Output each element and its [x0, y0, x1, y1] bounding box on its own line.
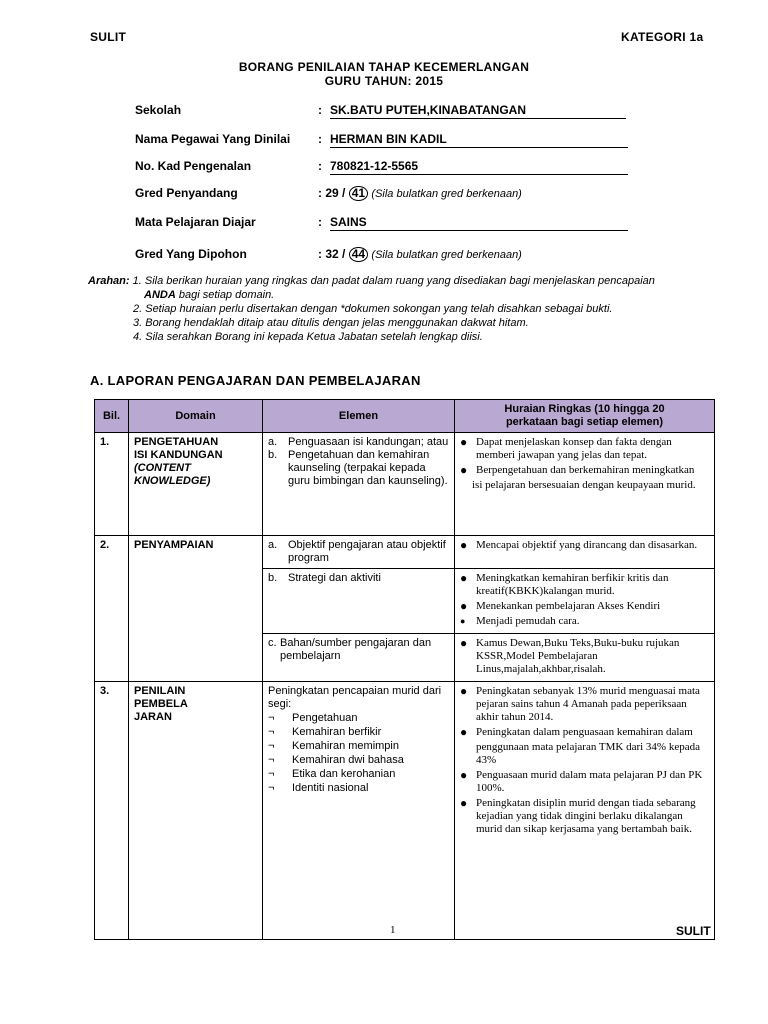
negation-icon: ¬ — [268, 754, 275, 766]
elemen-item — [268, 637, 449, 663]
arahan-4: 4. Sila serahkan Borang ini kepada Ketua Jabatan setelah lengkap diisi. — [133, 331, 483, 343]
huraian-text: Peningkatan sebanyak 13% murid menguasai mata pejaran sains tahun 4 Amanah pada peperiksaan akhir tahun 2014. — [476, 685, 700, 723]
laporan-table — [94, 399, 715, 940]
bullet-icon: ● — [460, 768, 468, 782]
elemen-item — [268, 539, 449, 565]
header-huraian — [455, 400, 715, 433]
bullet-icon: ● — [460, 599, 468, 613]
elemen-text: Strategi dan aktiviti — [288, 572, 381, 584]
huraian-text: Dapat menjelaskan konsep dan fakta dengan memberi jawapan yang jelas dan tepat. — [476, 436, 672, 461]
list-item — [268, 768, 449, 781]
list-item — [460, 685, 709, 724]
list-item — [460, 600, 709, 613]
huraian-text: Menjadi pemudah cara. — [476, 615, 580, 627]
arahan-1: 1. Sila berikan huraian yang ringkas dan padat dalam ruang yang disediakan bagi menjelaskan pencapaian — [132, 275, 655, 287]
sub-list — [268, 712, 449, 795]
label-sekolah: Sekolah — [135, 103, 182, 117]
list-item — [268, 712, 449, 725]
arahan-3: 3. Borang hendaklah ditaip atau ditulis dengan jelas menggunakan dakwat hitam. — [133, 317, 529, 329]
row-domain — [129, 682, 263, 940]
gred-dipohon-circled: 44 — [349, 247, 368, 262]
colon: : — [318, 159, 322, 173]
row-elemen — [263, 433, 455, 536]
bullet-icon: ● — [460, 725, 468, 739]
elemen-item — [268, 572, 449, 585]
form-year: GURU TAHUN: 2015 — [324, 74, 444, 88]
elemen-item — [268, 449, 449, 488]
huraian-text: Mencapai objektif yang dirancang dan disasarkan. — [476, 539, 698, 551]
list-item — [460, 572, 709, 598]
row-bil: 3. — [95, 682, 129, 940]
bullet-icon: ● — [460, 435, 468, 449]
arahan-block — [88, 274, 668, 344]
huraian-text: Meningkatkan kemahiran berfikir kritis dan kreatif(KBKK)kalangan murid. — [476, 572, 669, 597]
list-item — [460, 436, 709, 462]
elemen-text: Objektif pengajaran atau objektif program — [288, 539, 446, 564]
row-huraian — [455, 682, 715, 940]
gred-dipohon: : 32 / 44 (Sila bulatkan gred berkenaan) — [318, 247, 522, 261]
header-elemen: Elemen — [263, 400, 455, 433]
bullet-icon: ● — [460, 571, 468, 585]
gred-dipohon-a: 32 — [325, 247, 339, 261]
sub-item-text: Kemahiran memimpin — [292, 740, 399, 752]
domain-line: KNOWLEDGE) — [134, 475, 211, 487]
huraian-text: isi pelajaran bersesuaian dengan keupayaan murid. — [472, 479, 696, 491]
domain-line: PENGETAHUAN — [134, 436, 219, 448]
value-sekolah: SK.BATU PUTEH,KINABATANGAN — [330, 103, 626, 119]
list-item — [268, 740, 449, 753]
huraian-text: Kamus Dewan,Buku Teks,Buku-buku rujukan KSSR,Model Pembelajaran Linus,majalah,akhbar,risalah. — [476, 637, 680, 675]
negation-icon: ¬ — [268, 782, 275, 794]
elemen-mark: c. — [268, 637, 277, 649]
domain-line: PEMBELA — [134, 698, 188, 710]
row-elemen — [263, 536, 455, 569]
list-item — [460, 797, 709, 836]
header-bil: Bil. — [95, 400, 129, 433]
header-sulit: SULIT — [90, 30, 127, 44]
arahan-1b: bagi setiap domain. — [178, 289, 275, 301]
domain-line: (CONTENT — [134, 462, 191, 474]
row-bil: 1. — [95, 433, 129, 536]
bullet-icon: ● — [460, 538, 468, 552]
list-item — [460, 726, 709, 739]
colon: : — [318, 103, 322, 117]
row-bil: 2. — [95, 536, 129, 682]
elemen-mark: a. — [268, 539, 278, 551]
bullet-icon: ● — [460, 684, 468, 698]
table-row — [95, 536, 715, 569]
footer-sulit: SULIT — [676, 924, 711, 938]
label-kad: No. Kad Pengenalan — [135, 159, 252, 173]
list-item — [268, 782, 449, 795]
gred-penyandang-a: 29 — [325, 186, 339, 200]
elemen-mark: b. — [268, 572, 278, 584]
bullet-icon: ● — [460, 636, 468, 650]
header-huraian-1: Huraian Ringkas (10 hingga 20 — [504, 403, 665, 415]
sub-item-text: Etika dan kerohanian — [292, 768, 396, 780]
list-item — [268, 754, 449, 767]
table-header-row — [95, 400, 715, 433]
colon: : — [318, 132, 322, 146]
list-item — [460, 464, 709, 477]
row-elemen — [263, 634, 455, 682]
huraian-text: penggunaan mata pelajaran TMK dari 34% kepada 43% — [476, 741, 700, 766]
negation-icon: ¬ — [268, 768, 275, 780]
row-huraian — [455, 569, 715, 634]
bullet-icon: ● — [460, 463, 468, 477]
huraian-text: Peningkatan disiplin murid dengan tiada sebarang kejadian yang tidak dingini berlaku dikalangan murid dan sikap kerjasama yang bertambah baik. — [476, 797, 696, 835]
list-item — [460, 637, 709, 676]
gred-note: (Sila bulatkan gred berkenaan) — [371, 188, 522, 200]
row-huraian — [455, 433, 715, 536]
huraian-text: Penguasaan murid dalam mata pelajaran PJ dan PK 100%. — [476, 769, 703, 794]
list-item — [268, 726, 449, 739]
row-elemen — [263, 569, 455, 634]
form-title: BORANG PENILAIAN TAHAP KECEMERLANGAN — [238, 60, 530, 74]
value-kad: 780821-12-5565 — [330, 159, 628, 175]
huraian-text: Peningkatan dalam penguasaan kemahiran dalam — [476, 726, 693, 738]
elemen-text: Pengetahuan dan kemahiran kaunseling (terpakai kepada guru bimbingan dan kaunseling). — [288, 449, 448, 487]
gred-penyandang-circled: 41 — [349, 186, 368, 201]
value-mata-pelajaran: SAINS — [330, 215, 628, 231]
table-row — [95, 682, 715, 940]
elemen-text: Peningkatan pencapaian murid dari segi: — [268, 685, 442, 710]
row-domain: PENYAMPAIAN — [129, 536, 263, 682]
list-item — [460, 539, 709, 552]
domain-line: ISI KANDUNGAN — [134, 449, 223, 461]
header-kategori: KATEGORI 1a — [621, 30, 704, 44]
huraian-text: Menekankan pembelajaran Akses Kendiri — [476, 600, 661, 612]
row-domain — [129, 433, 263, 536]
negation-icon: ¬ — [268, 740, 275, 752]
colon: : — [318, 215, 322, 229]
list-item — [460, 615, 709, 628]
label-mata-pelajaran: Mata Pelajaran Diajar — [135, 215, 256, 229]
sub-item-text: Identiti nasional — [292, 782, 369, 794]
domain-line: JARAN — [134, 711, 172, 723]
elemen-mark: b. — [268, 449, 278, 461]
sub-item-text: Pengetahuan — [292, 712, 358, 724]
elemen-text: Penguasaan isi kandungan; atau — [288, 436, 449, 448]
bullet-icon: ● — [460, 796, 468, 810]
negation-icon: ¬ — [268, 726, 275, 738]
row-huraian — [455, 536, 715, 569]
sub-item-text: Kemahiran dwi bahasa — [292, 754, 404, 766]
arahan-anda: ANDA — [144, 289, 176, 301]
arahan-label: Arahan: — [88, 275, 130, 287]
elemen-text: Bahan/sumber pengajaran dan pembelajarn — [280, 637, 432, 662]
negation-icon: ¬ — [268, 712, 275, 724]
list-item — [460, 769, 709, 795]
gred-note: (Sila bulatkan gred berkenaan) — [371, 249, 522, 261]
table-row — [95, 433, 715, 536]
row-elemen — [263, 682, 455, 940]
gred-penyandang: : 29 / 41 (Sila bulatkan gred berkenaan) — [318, 186, 522, 200]
header-huraian-2: perkataan bagi setiap elemen) — [505, 416, 664, 428]
value-nama: HERMAN BIN KADIL — [330, 132, 628, 148]
section-a-title: A. LAPORAN PENGAJARAN DAN PEMBELAJARAN — [90, 373, 421, 388]
elemen-mark: a. — [268, 436, 278, 448]
page-number: 1 — [390, 924, 396, 936]
domain-line: PENILAIN — [134, 685, 186, 697]
huraian-text: Berpengetahuan dan berkemahiran meningkatkan — [476, 464, 695, 476]
label-nama: Nama Pegawai Yang Dinilai — [135, 132, 291, 146]
row-huraian — [455, 634, 715, 682]
sub-item-text: Kemahiran berfikir — [292, 726, 382, 738]
header-domain: Domain — [129, 400, 263, 433]
arahan-2: 2. Setiap huraian perlu disertakan dengan *dokumen sokongan yang telah disahkan sebagai bukti. — [133, 303, 613, 315]
elemen-item — [268, 436, 449, 449]
label-gred-penyandang: Gred Penyandang — [135, 186, 238, 200]
bullet-icon: ● — [460, 616, 466, 626]
label-gred-dipohon: Gred Yang Dipohon — [135, 247, 247, 261]
